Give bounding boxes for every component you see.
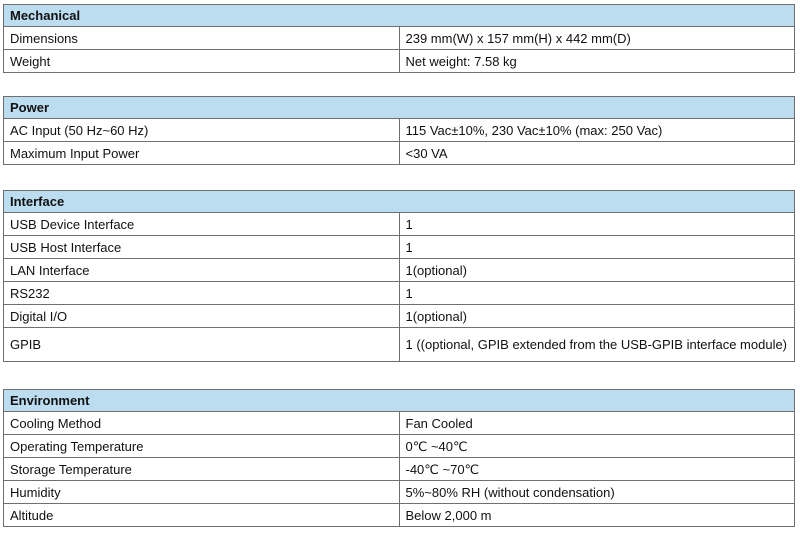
- spec-value: 115 Vac±10%, 230 Vac±10% (max: 250 Vac): [399, 119, 795, 142]
- spec-label: Digital I/O: [4, 305, 400, 328]
- spec-label: RS232: [4, 282, 400, 305]
- table-row: [4, 481, 795, 504]
- table-row: [4, 119, 795, 142]
- spec-label: Operating Temperature: [4, 435, 400, 458]
- mechanical-table: [3, 4, 795, 73]
- spec-value: Net weight: 7.58 kg: [399, 50, 795, 73]
- table-row: [4, 282, 795, 305]
- spec-label: AC Input (50 Hz~60 Hz): [4, 119, 400, 142]
- table-row: [4, 435, 795, 458]
- power-table: [3, 96, 795, 165]
- spec-value: 1 ((optional, GPIB extended from the USB-GPIB interface module): [399, 328, 795, 362]
- table-row: [4, 305, 795, 328]
- section-header-mechanical: Mechanical: [4, 5, 795, 27]
- interface-table: [3, 190, 795, 362]
- spec-label: Humidity: [4, 481, 400, 504]
- spec-value: 0℃ ~40℃: [399, 435, 795, 458]
- spec-value: 1(optional): [399, 259, 795, 282]
- section-header-interface: Interface: [4, 191, 795, 213]
- spec-value: Fan Cooled: [399, 412, 795, 435]
- table-row: [4, 27, 795, 50]
- spec-label: USB Host Interface: [4, 236, 400, 259]
- table-row: [4, 458, 795, 481]
- spec-value: 1: [399, 282, 795, 305]
- table-row: [4, 142, 795, 165]
- spec-value: 1: [399, 213, 795, 236]
- section-header-environment: Environment: [4, 390, 795, 412]
- spec-label: Dimensions: [4, 27, 400, 50]
- table-row: [4, 412, 795, 435]
- table-row: [4, 504, 795, 527]
- spec-label: USB Device Interface: [4, 213, 400, 236]
- spec-label: Weight: [4, 50, 400, 73]
- table-row: [4, 236, 795, 259]
- spec-label: Storage Temperature: [4, 458, 400, 481]
- environment-table: [3, 389, 795, 527]
- spec-value: 5%~80% RH (without condensation): [399, 481, 795, 504]
- spec-value: -40℃ ~70℃: [399, 458, 795, 481]
- spec-label: LAN Interface: [4, 259, 400, 282]
- spec-value: <30 VA: [399, 142, 795, 165]
- spec-value: 1(optional): [399, 305, 795, 328]
- table-row: [4, 213, 795, 236]
- spec-value: 1: [399, 236, 795, 259]
- table-row: [4, 259, 795, 282]
- spec-label: Cooling Method: [4, 412, 400, 435]
- table-row: [4, 328, 795, 362]
- spec-value: Below 2,000 m: [399, 504, 795, 527]
- spec-label: GPIB: [4, 328, 400, 362]
- spec-label: Maximum Input Power: [4, 142, 400, 165]
- spec-value: 239 mm(W) x 157 mm(H) x 442 mm(D): [399, 27, 795, 50]
- section-header-power: Power: [4, 97, 795, 119]
- spec-label: Altitude: [4, 504, 400, 527]
- table-row: [4, 50, 795, 73]
